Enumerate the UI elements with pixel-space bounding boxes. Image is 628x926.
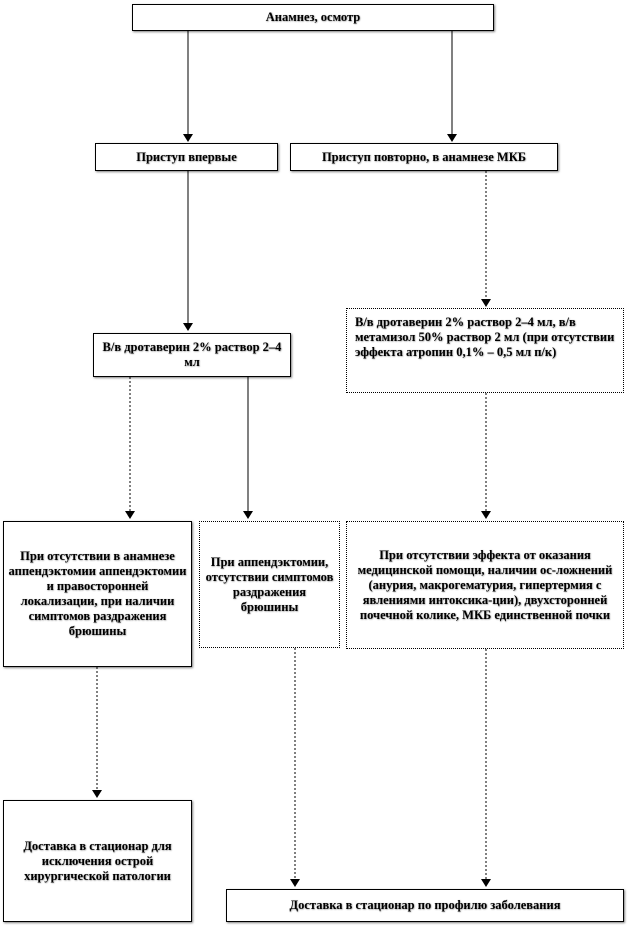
node-no-effect: При отсутствии эффекта от оказания медицинской помощи, наличии ос-ложнений (анурия, макрогематурия, гипертермия с явлениями интоксика-ции), двухсторонней почечной колике, МКБ единственной почки bbox=[346, 521, 624, 649]
node-repeat-attack: Приступ повторно, в анамнезе МКБ bbox=[290, 143, 558, 171]
node-with-appendectomy: При аппендэктомии, отсутствии симптомов раздражения брюшины bbox=[199, 521, 340, 648]
node-first-attack: Приступ впервые bbox=[95, 143, 278, 171]
node-drotaverine: В/в дротаверин 2% раствор 2–4 мл bbox=[93, 333, 291, 377]
node-surgical-delivery: Доставка в стационар для исключения острой хирургической патологии bbox=[3, 800, 192, 922]
node-profile-delivery: Доставка в стационар по профилю заболевания bbox=[226, 889, 624, 922]
node-no-appendectomy: При отсутствии в анамнезе аппендэктомии аппендэктомии и правосторонней локализации, при наличии симптомов раздражения брюшины bbox=[3, 521, 192, 667]
node-drotaverine-metamizole: В/в дротаверин 2% раствор 2–4 мл, в/в метамизол 50% раствор 2 мл (при отсутствии эффекта атропин 0,1% – 0,5 мл п/к) bbox=[346, 308, 624, 393]
node-anamnesis: Анамнез, осмотр bbox=[132, 4, 494, 31]
